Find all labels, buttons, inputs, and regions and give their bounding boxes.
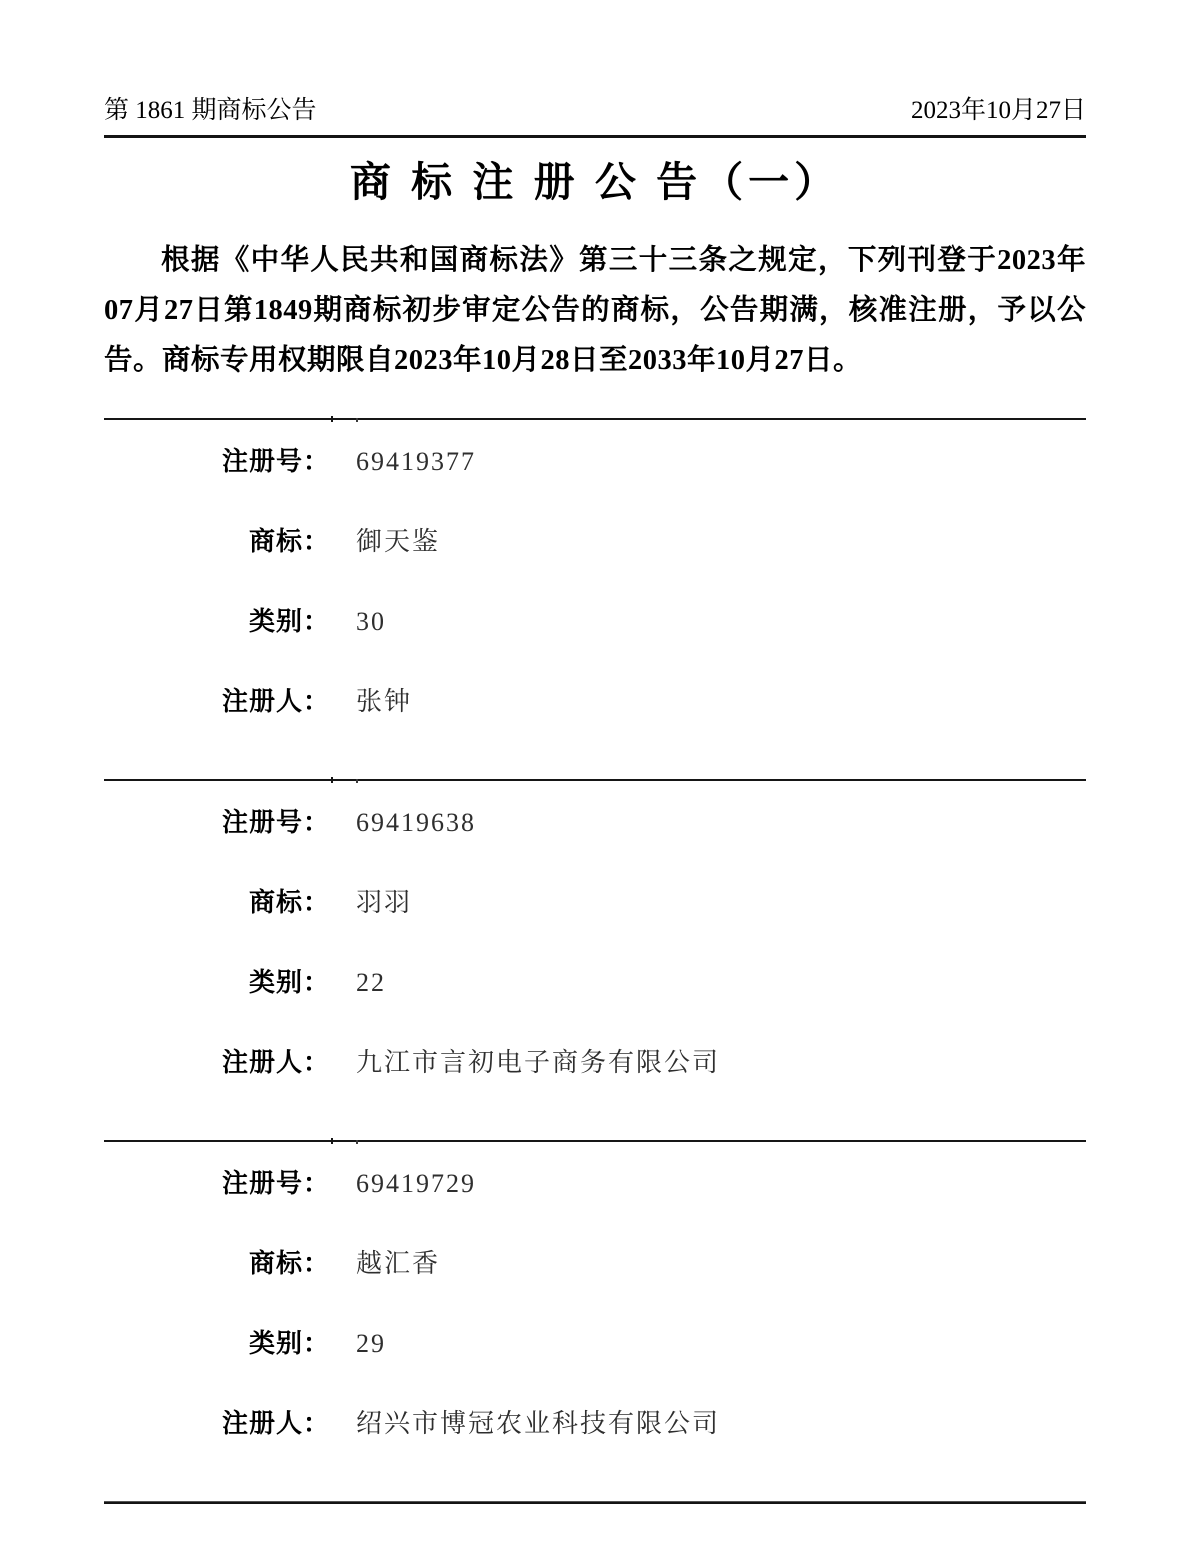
reg-no-value: 69419638	[356, 808, 476, 837]
category-row	[104, 601, 1086, 636]
section-divider	[104, 779, 1086, 781]
page-bottom-rule	[104, 1501, 1086, 1504]
registrant-value: 张钟	[356, 687, 413, 716]
trademark-label: 商标：	[248, 527, 330, 556]
section-divider	[104, 418, 1086, 420]
registrant-value: 绍兴市博冠农业科技有限公司	[356, 1409, 721, 1438]
trademark-row	[104, 521, 1086, 556]
registrant-row	[104, 1403, 1086, 1438]
gazette-issue-label: 第 1861 期商标公告	[104, 97, 317, 124]
trademark-row	[104, 1243, 1086, 1278]
gazette-date: 2023年10月27日	[910, 97, 1086, 124]
category-value: 22	[356, 968, 386, 997]
registrant-label: 注册人：	[221, 687, 330, 716]
trademark-label: 商标：	[248, 888, 330, 917]
registrant-value: 九江市言初电子商务有限公司	[356, 1048, 721, 1077]
category-row	[104, 1323, 1086, 1358]
trademark-value: 羽羽	[356, 888, 413, 917]
category-value: 30	[356, 607, 386, 636]
reg-no-row	[104, 802, 1086, 837]
trademark-value: 御天鉴	[356, 527, 441, 556]
reg-no-value: 69419377	[356, 447, 476, 476]
section-divider	[104, 1140, 1086, 1142]
trademark-value: 越汇香	[356, 1249, 441, 1278]
trademark-label: 商标：	[248, 1249, 330, 1278]
reg-no-label: 注册号：	[221, 1169, 330, 1198]
trademark-entry	[104, 420, 1086, 779]
reg-no-label: 注册号：	[221, 447, 330, 476]
intro-paragraph: 根据《中华人民共和国商标法》第三十三条之规定，下列刊登于2023年07月27日第1849期商标初步审定公告的商标，公告期满，核准注册，予以公告。商标专用权期限自2023年10月28日至2033年10月27日。	[104, 245, 1086, 376]
page-header	[104, 0, 1086, 138]
reg-no-row	[104, 1163, 1086, 1198]
trademark-entry	[104, 1142, 1086, 1501]
trademark-entry	[104, 781, 1086, 1140]
category-row	[104, 962, 1086, 997]
category-label: 类别：	[248, 968, 330, 997]
registrant-label: 注册人：	[221, 1048, 330, 1077]
category-label: 类别：	[248, 607, 330, 636]
registrant-row	[104, 1042, 1086, 1077]
registrant-row	[104, 681, 1086, 716]
reg-no-row	[104, 441, 1086, 476]
category-value: 29	[356, 1329, 386, 1358]
registrant-label: 注册人：	[221, 1409, 330, 1438]
trademark-row	[104, 882, 1086, 917]
reg-no-label: 注册号：	[221, 808, 330, 837]
reg-no-value: 69419729	[356, 1169, 476, 1198]
category-label: 类别：	[248, 1329, 330, 1358]
page-title: 商 标 注 册 公 告（一）	[349, 159, 841, 205]
